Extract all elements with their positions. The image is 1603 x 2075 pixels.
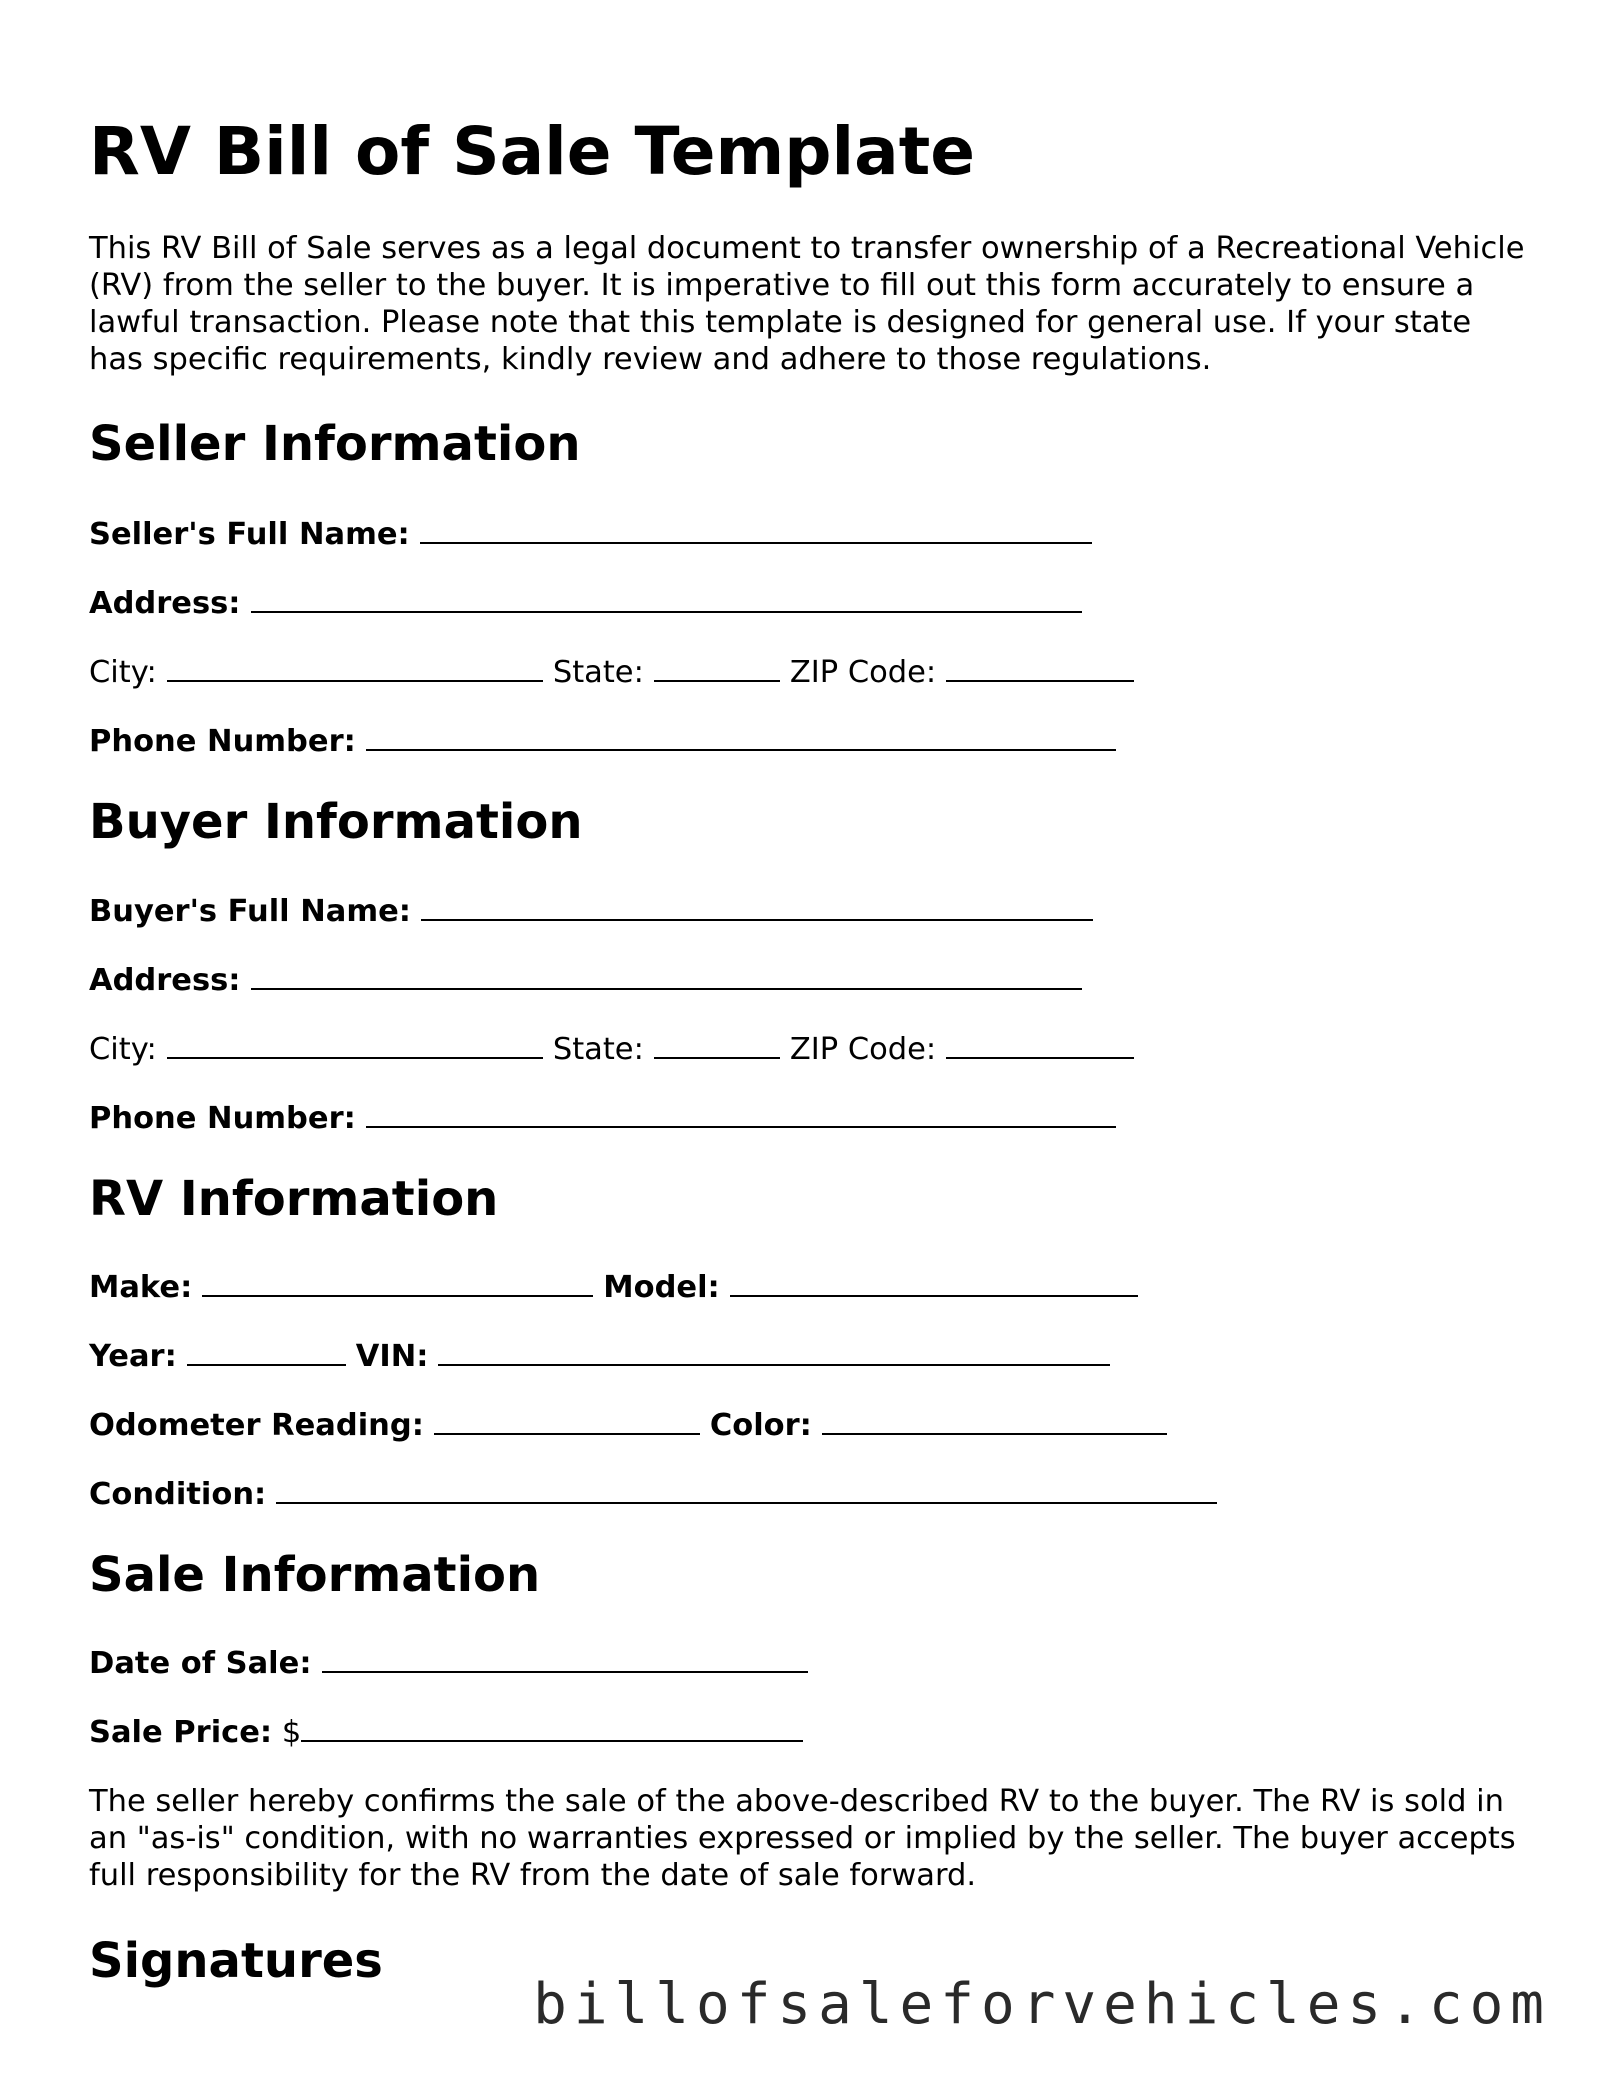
rv-model-field[interactable] bbox=[730, 1267, 1138, 1297]
seller-phone-field[interactable] bbox=[366, 721, 1116, 751]
rv-year-vin-row bbox=[89, 1336, 1120, 1377]
seller-zip-label: ZIP Code: bbox=[789, 655, 937, 690]
buyer-phone-row bbox=[89, 1098, 1126, 1139]
rv-model-label: Model: bbox=[603, 1270, 720, 1305]
sale-statement-paragraph: The seller hereby confirms the sale of the above-described RV to the buyer. The RV is sold in an "as-is" condition, with no warranties expressed or implied by the seller. The buyer accepts full responsibility for the RV from the date of sale forward. bbox=[89, 1784, 1516, 1893]
buyer-full-name-field[interactable] bbox=[421, 891, 1093, 921]
buyer-city-label: City: bbox=[89, 1032, 157, 1067]
buyer-full-name-row bbox=[89, 891, 1103, 932]
rv-year-label: Year: bbox=[89, 1339, 177, 1374]
rv-make-model-row bbox=[89, 1267, 1148, 1308]
buyer-state-label: State: bbox=[552, 1032, 644, 1067]
rv-color-label: Color: bbox=[709, 1408, 812, 1443]
buyer-address-label: Address: bbox=[89, 963, 241, 998]
buyer-city-state-zip-row bbox=[89, 1029, 1144, 1070]
rv-make-field[interactable] bbox=[202, 1267, 593, 1297]
intro-paragraph: This RV Bill of Sale serves as a legal document to transfer ownership of a Recreational Vehicle (RV) from the seller to the buyer. It is imperative to fill out this form accurately to ensure a lawful transaction. Please note that this template is designed for general use. If your state has specific requirements, kindly review and adhere to those regulations. bbox=[89, 231, 1525, 377]
rv-odometer-label: Odometer Reading: bbox=[89, 1408, 424, 1443]
seller-address-label: Address: bbox=[89, 586, 241, 621]
sale-price-label: Sale Price: bbox=[89, 1715, 273, 1750]
seller-phone-label: Phone Number: bbox=[89, 724, 356, 759]
buyer-zip-field[interactable] bbox=[946, 1029, 1134, 1059]
buyer-address-row bbox=[89, 960, 1092, 1001]
buyer-address-field[interactable] bbox=[251, 960, 1082, 990]
buyer-section-heading: Buyer Information bbox=[89, 794, 583, 850]
seller-phone-row bbox=[89, 721, 1126, 762]
sale-date-row bbox=[89, 1643, 818, 1684]
rv-condition-row bbox=[89, 1474, 1227, 1515]
seller-state-field[interactable] bbox=[654, 652, 780, 682]
rv-make-label: Make: bbox=[89, 1270, 193, 1305]
seller-zip-field[interactable] bbox=[946, 652, 1134, 682]
sale-date-label: Date of Sale: bbox=[89, 1646, 312, 1681]
rv-section-heading: RV Information bbox=[89, 1171, 499, 1227]
buyer-zip-label: ZIP Code: bbox=[789, 1032, 937, 1067]
page-title: RV Bill of Sale Template bbox=[89, 113, 976, 190]
rv-color-field[interactable] bbox=[822, 1405, 1167, 1435]
sale-date-field[interactable] bbox=[322, 1643, 808, 1673]
seller-section-heading: Seller Information bbox=[89, 416, 581, 472]
sale-section-heading: Sale Information bbox=[89, 1547, 541, 1603]
rv-year-field[interactable] bbox=[187, 1336, 346, 1366]
rv-condition-label: Condition: bbox=[89, 1477, 267, 1512]
seller-full-name-label: Seller's Full Name: bbox=[89, 517, 410, 552]
rv-odometer-field[interactable] bbox=[434, 1405, 700, 1435]
site-watermark: billofsaleforvehicles.com bbox=[533, 1972, 1551, 2037]
seller-city-state-zip-row bbox=[89, 652, 1144, 693]
buyer-phone-label: Phone Number: bbox=[89, 1101, 356, 1136]
currency-symbol: $ bbox=[281, 1715, 302, 1750]
seller-city-field[interactable] bbox=[167, 652, 543, 682]
seller-state-label: State: bbox=[552, 655, 644, 690]
seller-full-name-row bbox=[89, 514, 1102, 555]
rv-condition-field[interactable] bbox=[276, 1474, 1217, 1504]
seller-city-label: City: bbox=[89, 655, 157, 690]
seller-full-name-field[interactable] bbox=[420, 514, 1092, 544]
buyer-phone-field[interactable] bbox=[366, 1098, 1116, 1128]
rv-odometer-color-row bbox=[89, 1405, 1177, 1446]
buyer-city-field[interactable] bbox=[167, 1029, 543, 1059]
rv-vin-field[interactable] bbox=[438, 1336, 1110, 1366]
sale-price-field[interactable] bbox=[301, 1712, 803, 1742]
rv-vin-label: VIN: bbox=[355, 1339, 429, 1374]
sale-price-row bbox=[89, 1712, 813, 1753]
signatures-section-heading: Signatures bbox=[89, 1933, 383, 1989]
buyer-state-field[interactable] bbox=[654, 1029, 780, 1059]
seller-address-field[interactable] bbox=[251, 583, 1082, 613]
buyer-full-name-label: Buyer's Full Name: bbox=[89, 894, 412, 929]
seller-address-row bbox=[89, 583, 1092, 624]
